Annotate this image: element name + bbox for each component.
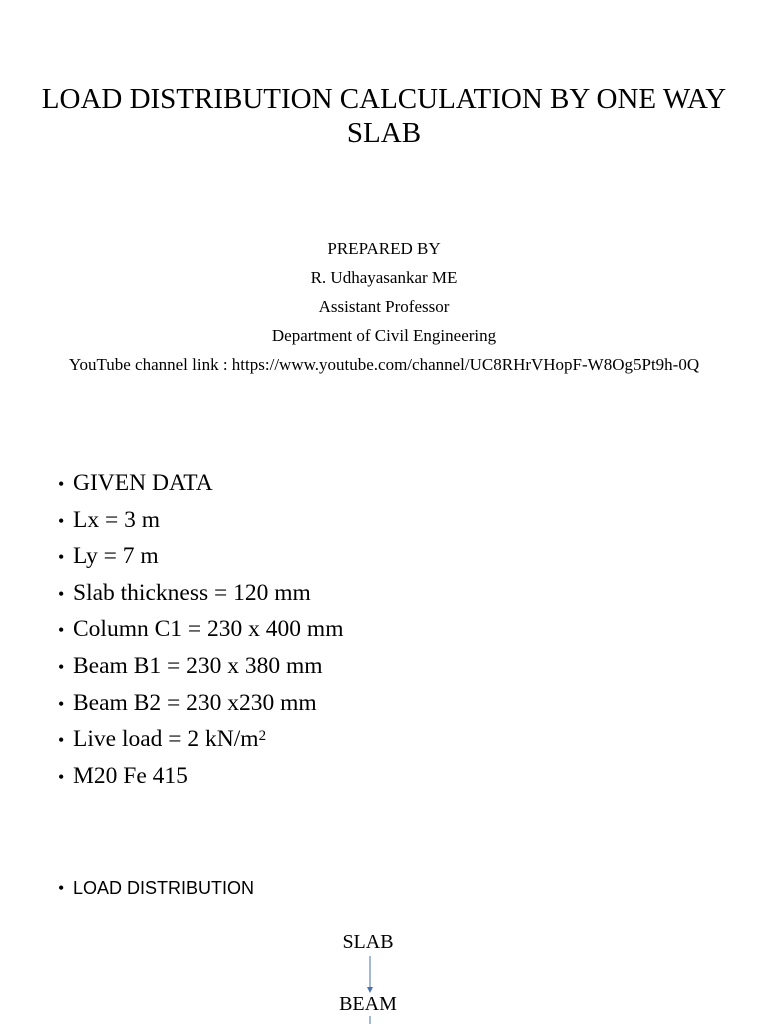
flow-node-beam: BEAM xyxy=(339,993,397,1015)
beam-b1-size-value: Beam B1 = 230 x 380 mm xyxy=(73,652,323,679)
author-name: R. Udhayasankar ME xyxy=(310,268,458,287)
list-item xyxy=(58,612,343,649)
list-item xyxy=(58,759,343,796)
slab-thickness-value: Slab thickness = 120 mm xyxy=(73,579,311,606)
bullet-icon: • xyxy=(58,766,65,787)
live-load-exponent: 2 xyxy=(258,728,267,745)
document-title xyxy=(0,82,768,150)
column-size-value: Column C1 = 230 x 400 mm xyxy=(73,616,344,643)
given-data-heading: GIVEN DATA xyxy=(73,470,213,496)
title-line-1: LOAD DISTRIBUTION CALCULATION BY ONE WAY xyxy=(41,83,727,115)
flow-node-slab: SLAB xyxy=(342,931,394,953)
live-load-value: Live load = 2 kN/m xyxy=(73,726,259,753)
youtube-channel-link: YouTube channel link : https://www.youtube.com/channel/UC8RHrVHopF-W8Og5Pt9h-0Q xyxy=(68,355,700,374)
bullet-icon: • xyxy=(58,878,65,898)
load-distribution-label: LOAD DISTRIBUTION xyxy=(73,878,255,898)
list-item xyxy=(58,539,343,576)
bullet-icon: • xyxy=(58,583,65,604)
author-block xyxy=(0,234,768,379)
lx-value: Lx = 3 m xyxy=(73,506,161,533)
bullet-icon: • xyxy=(58,693,65,714)
author-department: Department of Civil Engineering xyxy=(271,326,497,345)
title-line-2: SLAB xyxy=(346,117,422,149)
list-item xyxy=(58,649,343,686)
list-item xyxy=(58,722,343,759)
beam-b2-size-value: Beam B2 = 230 x230 mm xyxy=(73,689,317,716)
bullet-icon: • xyxy=(58,620,65,641)
bullet-icon: • xyxy=(58,656,65,677)
bullet-icon: • xyxy=(58,730,65,751)
prepared-by-heading: PREPARED BY xyxy=(327,239,441,258)
list-item xyxy=(58,576,343,613)
bullet-icon: • xyxy=(58,474,65,494)
bullet-icon: • xyxy=(58,510,65,531)
list-item xyxy=(58,503,343,540)
given-data-list xyxy=(58,466,343,795)
material-grade-value: M20 Fe 415 xyxy=(73,762,188,789)
author-role: Assistant Professor xyxy=(318,297,450,316)
bullet-icon: • xyxy=(58,547,65,568)
list-item xyxy=(58,466,343,503)
list-item xyxy=(58,686,343,723)
load-distribution-heading xyxy=(58,876,254,900)
ly-value: Ly = 7 m xyxy=(73,543,159,570)
